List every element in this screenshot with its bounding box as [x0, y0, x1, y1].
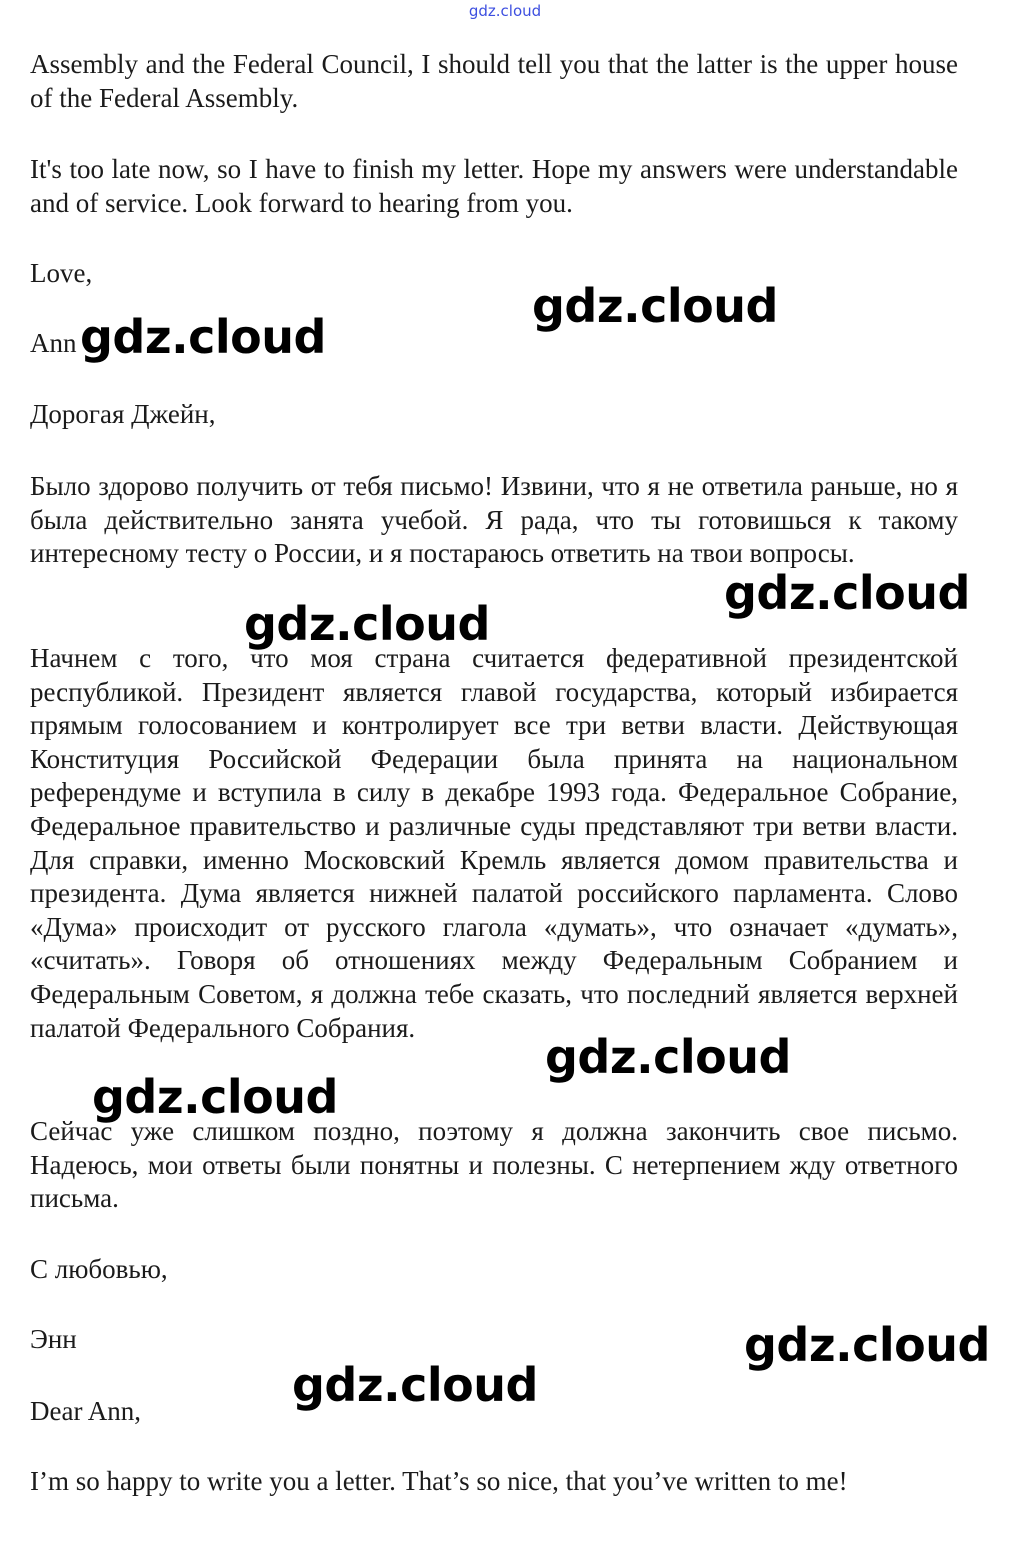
- paragraph-russian-government: Начнем с того, что моя страна считается федеративной президентской республикой. Президент является главой государства, который избирается прямым голосованием и контролирует все три ветви власти. Действующая Конституция Российской Федерации была принята на национальном референдуме и вступила в силу в декабре 1993 года. Федеральное Собрание, Федеральное правительство и различные суды представляют три ветви власти. Для справки, именно Московский Кремль является домом правительства и президента. Дума является нижней палатой российского парламента. Слово «Дума» происходит от русского глагола «думать», что означает «думать», «считать». Говоря об отношениях между Федеральным Собранием и Федеральным Советом, я должна тебе сказать, что последний является верхней палатой Федерального Собрания.: [30, 643, 958, 1043]
- greeting-english-reply: Dear Ann,: [30, 1396, 141, 1426]
- watermark: gdz.cloud: [80, 310, 326, 364]
- paragraph-english-closing-2: It's too late now, so I have to finish my letter. Hope my answers were understandable and of service. Look forward to hearing from you.: [30, 154, 958, 218]
- watermark: gdz.cloud: [724, 566, 970, 620]
- signature-russian: Энн: [30, 1324, 77, 1354]
- watermark: gdz.cloud: [92, 1070, 338, 1124]
- paragraph-russian-intro: Было здорово получить от тебя письмо! Извини, что я не ответила раньше, но я была действительно занята учебой. Я рада, что ты готовишься к такому интересному тесту о России, и я постараюсь ответить на твои вопросы.: [30, 471, 958, 569]
- header-watermark: gdz.cloud: [468, 2, 542, 20]
- watermark: gdz.cloud: [545, 1030, 791, 1084]
- greeting-russian: Дорогая Джейн,: [30, 399, 216, 429]
- signature-ann: Ann: [30, 328, 77, 358]
- watermark: gdz.cloud: [532, 279, 778, 333]
- paragraph-english-closing-1: Assembly and the Federal Council, I should tell you that the latter is the upper house of the Federal Assembly.: [30, 49, 958, 113]
- paragraph-russian-closing: Сейчас уже слишком поздно, поэтому я должна закончить свое письмо. Надеюсь, мои ответы были понятны и полезны. С нетерпением жду ответного письма.: [30, 1116, 958, 1214]
- watermark: gdz.cloud: [244, 597, 490, 651]
- paragraph-english-reply: I’m so happy to write you a letter. That’s so nice, that you’ve written to me!: [30, 1466, 848, 1496]
- watermark: gdz.cloud: [292, 1358, 538, 1412]
- sign-off-love: Love,: [30, 258, 93, 288]
- sign-off-russian: С любовью,: [30, 1254, 168, 1284]
- watermark: gdz.cloud: [744, 1318, 990, 1372]
